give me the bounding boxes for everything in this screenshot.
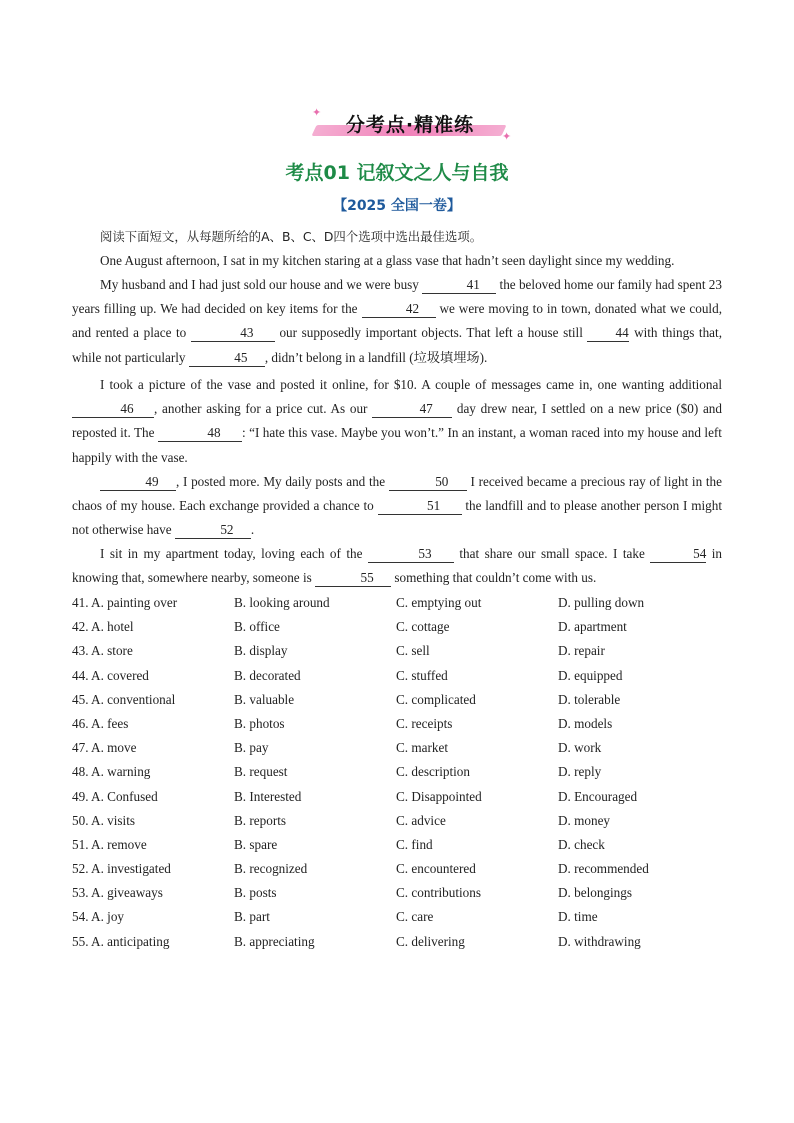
question-row	[72, 809, 732, 833]
blank-46: 46	[72, 401, 154, 418]
option-d: D. time	[558, 909, 598, 925]
option-a: 53. A. giveaways	[72, 885, 163, 901]
option-b: B. decorated	[234, 667, 301, 683]
option-c: C. description	[396, 764, 470, 780]
option-d: D. work	[558, 740, 602, 756]
option-a: 43. A. store	[72, 643, 133, 659]
option-a: 48. A. warning	[72, 764, 151, 780]
question-row	[72, 785, 732, 809]
option-c: C. find	[396, 836, 433, 852]
option-c: C. contributions	[396, 885, 481, 901]
option-c: C. complicated	[396, 691, 476, 707]
option-c: C. delivering	[396, 933, 465, 949]
question-row	[72, 639, 732, 663]
question-row	[72, 881, 732, 905]
blank-47: 47	[372, 401, 452, 418]
sparkle-icon: ✦	[502, 130, 512, 143]
blank-51: 51	[378, 498, 462, 515]
passage-paragraph-5: I sit in my apartment today, loving each of the 53 that share our small space. I take 54 in knowing that, somewhere nearby, someone is 55 something that couldn’t come with us.	[72, 546, 722, 586]
question-row	[72, 615, 732, 639]
blank-44: 44	[587, 325, 629, 342]
option-d: D. Encouraged	[558, 788, 638, 804]
question-row	[72, 591, 732, 615]
question-row	[72, 905, 732, 929]
option-b: B. photos	[234, 715, 285, 731]
blank-43: 43	[191, 325, 275, 342]
blank-48: 48	[158, 425, 242, 442]
option-a: 54. A. joy	[72, 909, 125, 925]
sparkle-icon: ✦	[312, 106, 322, 119]
option-c: C. sell	[396, 643, 430, 659]
topic-title: 考点01 记叙文之人与自我	[285, 162, 509, 184]
blank-41: 41	[422, 277, 496, 294]
option-d: D. recommended	[558, 861, 649, 877]
option-d: D. withdrawing	[558, 933, 641, 949]
blank-54: 54	[650, 546, 706, 563]
question-row	[72, 688, 732, 712]
option-a: 41. A. painting over	[72, 595, 178, 610]
option-b: B. pay	[234, 740, 269, 756]
question-options-list	[72, 591, 732, 954]
option-d: D. belongings	[558, 885, 632, 901]
option-a: 47. A. move	[72, 740, 137, 756]
blank-45: 45	[189, 350, 265, 367]
option-d: D. repair	[558, 643, 605, 659]
blank-53: 53	[368, 546, 454, 563]
option-a: 49. A. Confused	[72, 788, 158, 804]
question-row	[72, 712, 732, 736]
option-a: 50. A. visits	[72, 812, 136, 828]
option-c: C. care	[396, 909, 434, 925]
option-b: B. reports	[234, 812, 287, 828]
option-b: B. spare	[234, 836, 278, 852]
option-d: D. apartment	[558, 619, 627, 635]
question-row	[72, 760, 732, 784]
passage-paragraph-3: I took a picture of the vase and posted it online, for $10. A couple of messages came in, one wanting additional 46 , another asking for a price cut. As our 47 day drew near, I settled on a new price ($0) and reposted it. The 48 : “I hate this vase. Maybe you won’t.” In an instant, a woman raced into my house and left happily with the vase.	[72, 377, 722, 465]
option-c: C. emptying out	[396, 595, 482, 610]
option-a: 45. A. conventional	[72, 691, 176, 707]
option-d: D. tolerable	[558, 691, 621, 707]
option-c: C. cottage	[396, 619, 450, 635]
option-a: 55. A. anticipating	[72, 933, 170, 949]
passage-paragraph-1: One August afternoon, I sat in my kitchen staring at a glass vase that hadn’t seen daylight since my wedding.	[100, 253, 675, 268]
option-b: B. valuable	[234, 691, 295, 707]
option-c: C. stuffed	[396, 667, 448, 683]
question-row	[72, 930, 732, 954]
option-b: B. display	[234, 643, 288, 659]
option-b: B. appreciating	[234, 933, 315, 949]
section-banner	[310, 104, 510, 148]
passage-paragraph-2: My husband and I had just sold our house and we were busy 41 the beloved home our family had spent 23 years filling up. We had decided on key items for the 42 we were moving to in town, donated what we could, and rented a place to 43 our supposedly important objects. That left a house still 44 with things that, while not particularly 45 , didn’t belong in a landfill (垃圾填埋场).	[72, 277, 723, 365]
option-c: C. encountered	[396, 861, 476, 877]
blank-50: 50	[389, 474, 467, 491]
option-b: B. looking around	[234, 595, 330, 610]
question-row	[72, 833, 732, 857]
option-d: D. pulling down	[558, 595, 645, 610]
option-d: D. equipped	[558, 667, 623, 683]
blank-49: 49	[100, 474, 176, 491]
question-row	[72, 857, 732, 881]
option-d: D. models	[558, 715, 613, 731]
option-a: 44. A. covered	[72, 667, 149, 683]
blank-55: 55	[315, 570, 391, 587]
option-a: 52. A. investigated	[72, 861, 171, 877]
option-a: 51. A. remove	[72, 836, 147, 852]
option-d: D. reply	[558, 764, 602, 780]
option-b: B. Interested	[234, 788, 302, 804]
instruction-text: 阅读下面短文，从每题所给的A、B、C、D四个选项中选出最佳选项。	[100, 229, 483, 244]
option-b: B. office	[234, 619, 280, 635]
option-a: 46. A. fees	[72, 715, 129, 731]
question-row	[72, 664, 732, 688]
option-d: D. check	[558, 836, 605, 852]
option-c: C. market	[396, 740, 449, 756]
blank-42: 42	[362, 301, 436, 318]
option-c: C. Disappointed	[396, 788, 482, 804]
option-b: B. posts	[234, 885, 277, 901]
option-a: 42. A. hotel	[72, 619, 134, 635]
option-c: C. advice	[396, 812, 446, 828]
banner-title: 分考点·精准练	[345, 114, 475, 136]
option-d: D. money	[558, 812, 611, 828]
option-c: C. receipts	[396, 715, 453, 731]
exam-source: 【2025 全国一卷】	[333, 198, 461, 214]
option-b: B. recognized	[234, 861, 308, 877]
passage-paragraph-4: 49 , I posted more. My daily posts and the 50 I received became a precious ray of light in the chaos of my house. Each exchange provided a chance to 51 the landfill and to please another person I might not otherwise have 52 .	[72, 474, 722, 538]
blank-52: 52	[175, 522, 251, 539]
option-b: B. part	[234, 909, 270, 925]
option-b: B. request	[234, 764, 288, 780]
question-row	[72, 736, 732, 760]
